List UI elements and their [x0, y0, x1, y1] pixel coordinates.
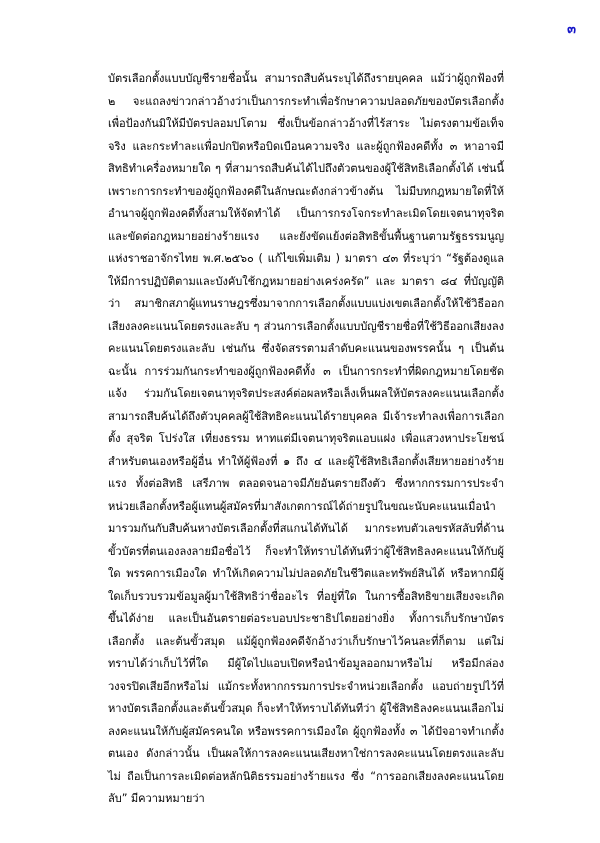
document-body: [108, 68, 504, 811]
body-paragraph: บัตรเลือกตั้งแบบบัญชีรายชื่อนั้น สามารถสืบค้นระบุได้ถึงรายบุคคล แม้ว่าผู้ถูกฟ้องที่ ๒ จะแถลงข่าวกล่าวอ้างว่าเป็นการกระทำเพื่อรักษาความปลอดภัยของบัตรเลือกตั้ง เพื่อป้องกันมิให้มีบัตรปลอมปโตาม ซึ่งเป็นข้อกล่าวอ้างที่ไร้สาระ ไม่ตรงตามข้อเท็จจริง และกระทำละเเพื่อปกปิดหรือบิดเบือนความจริง และผู้ถูกฟ้องคดีทั้ง ๓ หาอาจมีสิทธิทำเครื่องหมายใด ๆ ที่สามารถสืบค้นได้ไปถึงตัวตนของผู้ใช้สิทธิเลือกตั้งได้ เช่นนี้ เพราะการกระทำของผู้ถูกฟ้องคดีในลักษณะดังกล่าวข้างต้น ไม่มีบทกฎหมายใดที่ให้อำนาจผู้ถูกฟ้องคดีทั้งสามให้จัดทำได้ เป็นการกรงโจกระทำละเมิดโดยเจตนาทุจริตและขัดต่อกฎหมายอย่างร้ายแรง และยังขัดแย้งต่อสิทธิขั้นพื้นฐานตามรัฐธรรมนูญ แห่งราชอาจักรไทย พ.ศ.๒๕๖๐ ( แก้ไขเพิ่มเติม ) มาตรา ๔๓ ที่ระบุว่า “รัฐต้องดูแลให้มีการปฏิบัติตามและบังคับใช้กฎหมายอย่างเคร่งครัด” และ มาตรา ๘๔ ที่บัญญัติว่า สมาชิกสภาผู้แทนราษฎรซึ่งมาจากการเลือกตั้งแบบแบ่งเขตเลือกตั้งให้ใช้วิธีออกเสียงลงคะแนนโดยตรงและลับ ๆ ส่วนการเลือกตั้งแบบบัญชีรายชื่อที่ใช้วิธีออกเสียงลงคะแนนโดยตรงและลับ เช่นกัน ซึ่งจัดสรรตามลำดับคะแนนของพรรคนั้น ๆ เป็นต้น ฉะนั้น การร่วมกันกระทำของผู้ถูกฟ้องคดีทั้ง ๓ เป็นการกระทำที่ผิดกฎหมายโดยชัดแจ้ง ร่วมกันโดยเจตนาทุจริตประสงค์ต่อผลหรือเล็งเห็นผลให้บัตรลงคะแนนเลือกตั้ง สามารถสืบค้นได้ถึงตัวบุคคลผู้ใช้สิทธิคะแนนได้รายบุคคล มีเจ้าระทำลงเพื่อการเลือกตั้ง สุจริต โปร่งใส เที่ยงธรรม หาทแต่มีเจตนาทุจริตแอบแฝง เพื่อแสวงหาประโยชน์สำหรับตนเองหรือผู้อื่น ทำให้ผู้ฟ้องที่ ๑ ถึง ๔ และผู้ใช้สิทธิเลือกตั้งเสียหายอย่างร้ายแรง ทั้งต่อสิทธิ เสรีภาพ ตลอดจนอาจมีภัยอันตรายถึงตัว ซึ่งหากกรรมการประจำหน่วยเลือกตั้งหรือผู้แทนผู้สมัครที่มาสังเกตการณ์ได้ถ่ายรูปในขณะนับคะแนนเมื่อนำมารวมกันกับสืบค้นหางบัตรเลือกตั้งที่สแกนได้ทันได้ มากระทบตัวเลขรหัสลับที่ด้านขั้วบัตรที่ตนเองลงลายมือชื่อไว้ ก็จะทำให้ทราบได้ทันทีว่าผู้ใช้สิทธิลงคะแนนให้กับผู้ใด พรรคการเมืองใด ทำให้เกิดความไม่ปลอดภัยในชีวิตและทรัพย์สินได้ หรือหากมีผู้ใดเก็บรวบรวมข้อมูลผู้มาใช้สิทธิว่าชื่ออะไร ที่อยู่ที่ใด ในการซื้อสิทธิขายเสียงจะเกิดขึ้นได้ง่าย และเป็นอันตรายต่อระบอบประชาธิปไตยอย่างยิ่ง ทั้งการเก็บรักษาบัตรเลือกตั้ง และต้นขั้วสมุด แม้ผู้ถูกฟ้องคดีจักอ้างว่าเก็บรักษาไว้คนละที่ก็ตาม แต่ใม่ทราบได้ว่าเก็บไว้ที่ใด มีผู้ใดไปแอบเปิดหรือนำข้อมูลออกมาหรือไม่ หรือมีกล่องวงจรปิดเสียอีกหรือไม่ แม้กระทั้งหากกรรมการประจำหน่วยเลือกตั้ง แอบถ่ายรูปไว้ที่หางบัตรเลือกตั้งและต้นขั้วสมุด ก็จะทำให้ทราบได้ทันทีว่า ผู้ใช้สิทธิลงคะแนนเลือกไม่ลงคะแนนให้กับผู้สมัครคนใด หรือพรรคการเมืองใด ผู้ถูกฟ้องทั้ง ๓ ได้ปัจอาจทำเกตั้งตนเอง ดังกล่าวนั้น เป็นผลให้การลงคะแนนเสียงหาใช่การลงคะแนนโดยตรงและลับไม่ ถือเป็นการละเมิดต่อหลักนิติธรรมอย่างร้ายแรง ซึ่ง “การออกเสียงลงคะแนนโดยลับ” มีความหมายว่า: [108, 72, 504, 805]
page-number: ๓: [567, 22, 576, 37]
